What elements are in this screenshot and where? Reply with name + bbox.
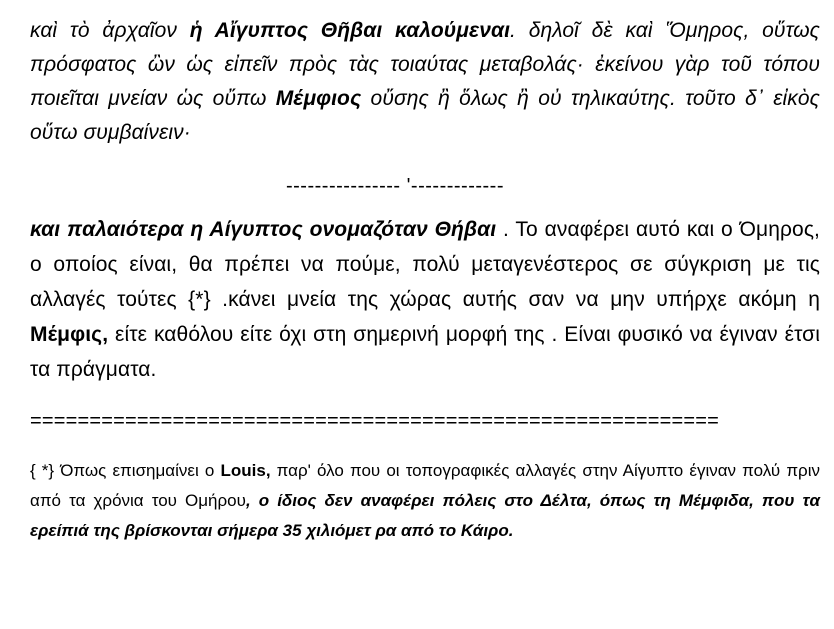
modern-greek-translation — [30, 212, 820, 387]
ancient-text-part3: οὔσης ἢ ὅλως ἢ οὐ τηλικαύτης. τοῦτο δ᾽ εἰκὸς οὕτω συμβαίνειν· — [30, 87, 820, 144]
footnote-part1: Όπως επισημαίνει ο — [54, 461, 221, 480]
footnote-part2: παρ' όλο που οι τοπογραφικές αλλαγές στην Αίγυπτο έγιναν πολύ πριν από τα χρόνια του Ομήρου — [30, 461, 820, 510]
translation-bold-memphis: Μέμφις, — [30, 323, 109, 346]
translation-bold-italic-lead: και παλαιότερα η Αίγυπτος ονομαζόταν Θήβαι — [30, 218, 497, 241]
footnote — [30, 456, 820, 546]
footnote-bold-italic-tail: , ο ίδιος δεν αναφέρει πόλεις στο Δέλτα, όπως τη Μέμφιδα, που τα ερείπιά της βρίσκονται σήμερα 35 χιλιόμετ ρα από το Κάιρο. — [30, 491, 821, 540]
ancient-text-part2: . δηλοῖ δὲ καὶ Ὅμηρος, οὕτως πρόσφατος ὢν ὡς εἰπεῖν πρὸς τὰς τοιαύτας μεταβολάς· ἐκείνου γὰρ τοῦ τόπου ποιεῖται μνείαν ὡς οὔπω — [30, 19, 820, 110]
document-page — [30, 14, 820, 563]
dash-separator: ---------------- '------------- — [285, 175, 505, 197]
translation-part1: . Το αναφέρει αυτό και ο Όμηρος, ο οποίος είναι, θα πρέπει να πούμε, πολύ μεταγενέστερος σε σύγκριση με τις αλλαγές τούτες {*} .κάνει μνεία της χώρας αυτής σαν να μην υπήρχε ακόμη η — [30, 218, 820, 311]
equals-separator: ========================================================== — [30, 410, 720, 432]
ancient-bold-memphis: Μέμφιος — [275, 87, 362, 110]
ancient-text-part1: καὶ τὸ ἀρχαῖον — [30, 19, 190, 42]
ancient-greek-paragraph — [30, 14, 820, 150]
ancient-bold-egypt-thebes: ἡ Αἴγυπτος Θῆβαι καλούμεναι — [189, 19, 511, 42]
footnote-bold-louis: Louis, — [220, 461, 271, 480]
translation-part2: είτε καθόλου είτε όχι στη σημερινή μορφή της . Είναι φυσικό να έγιναν έτσι τα πράγματα. — [30, 323, 820, 381]
footnote-marker: { *} — [30, 461, 55, 480]
